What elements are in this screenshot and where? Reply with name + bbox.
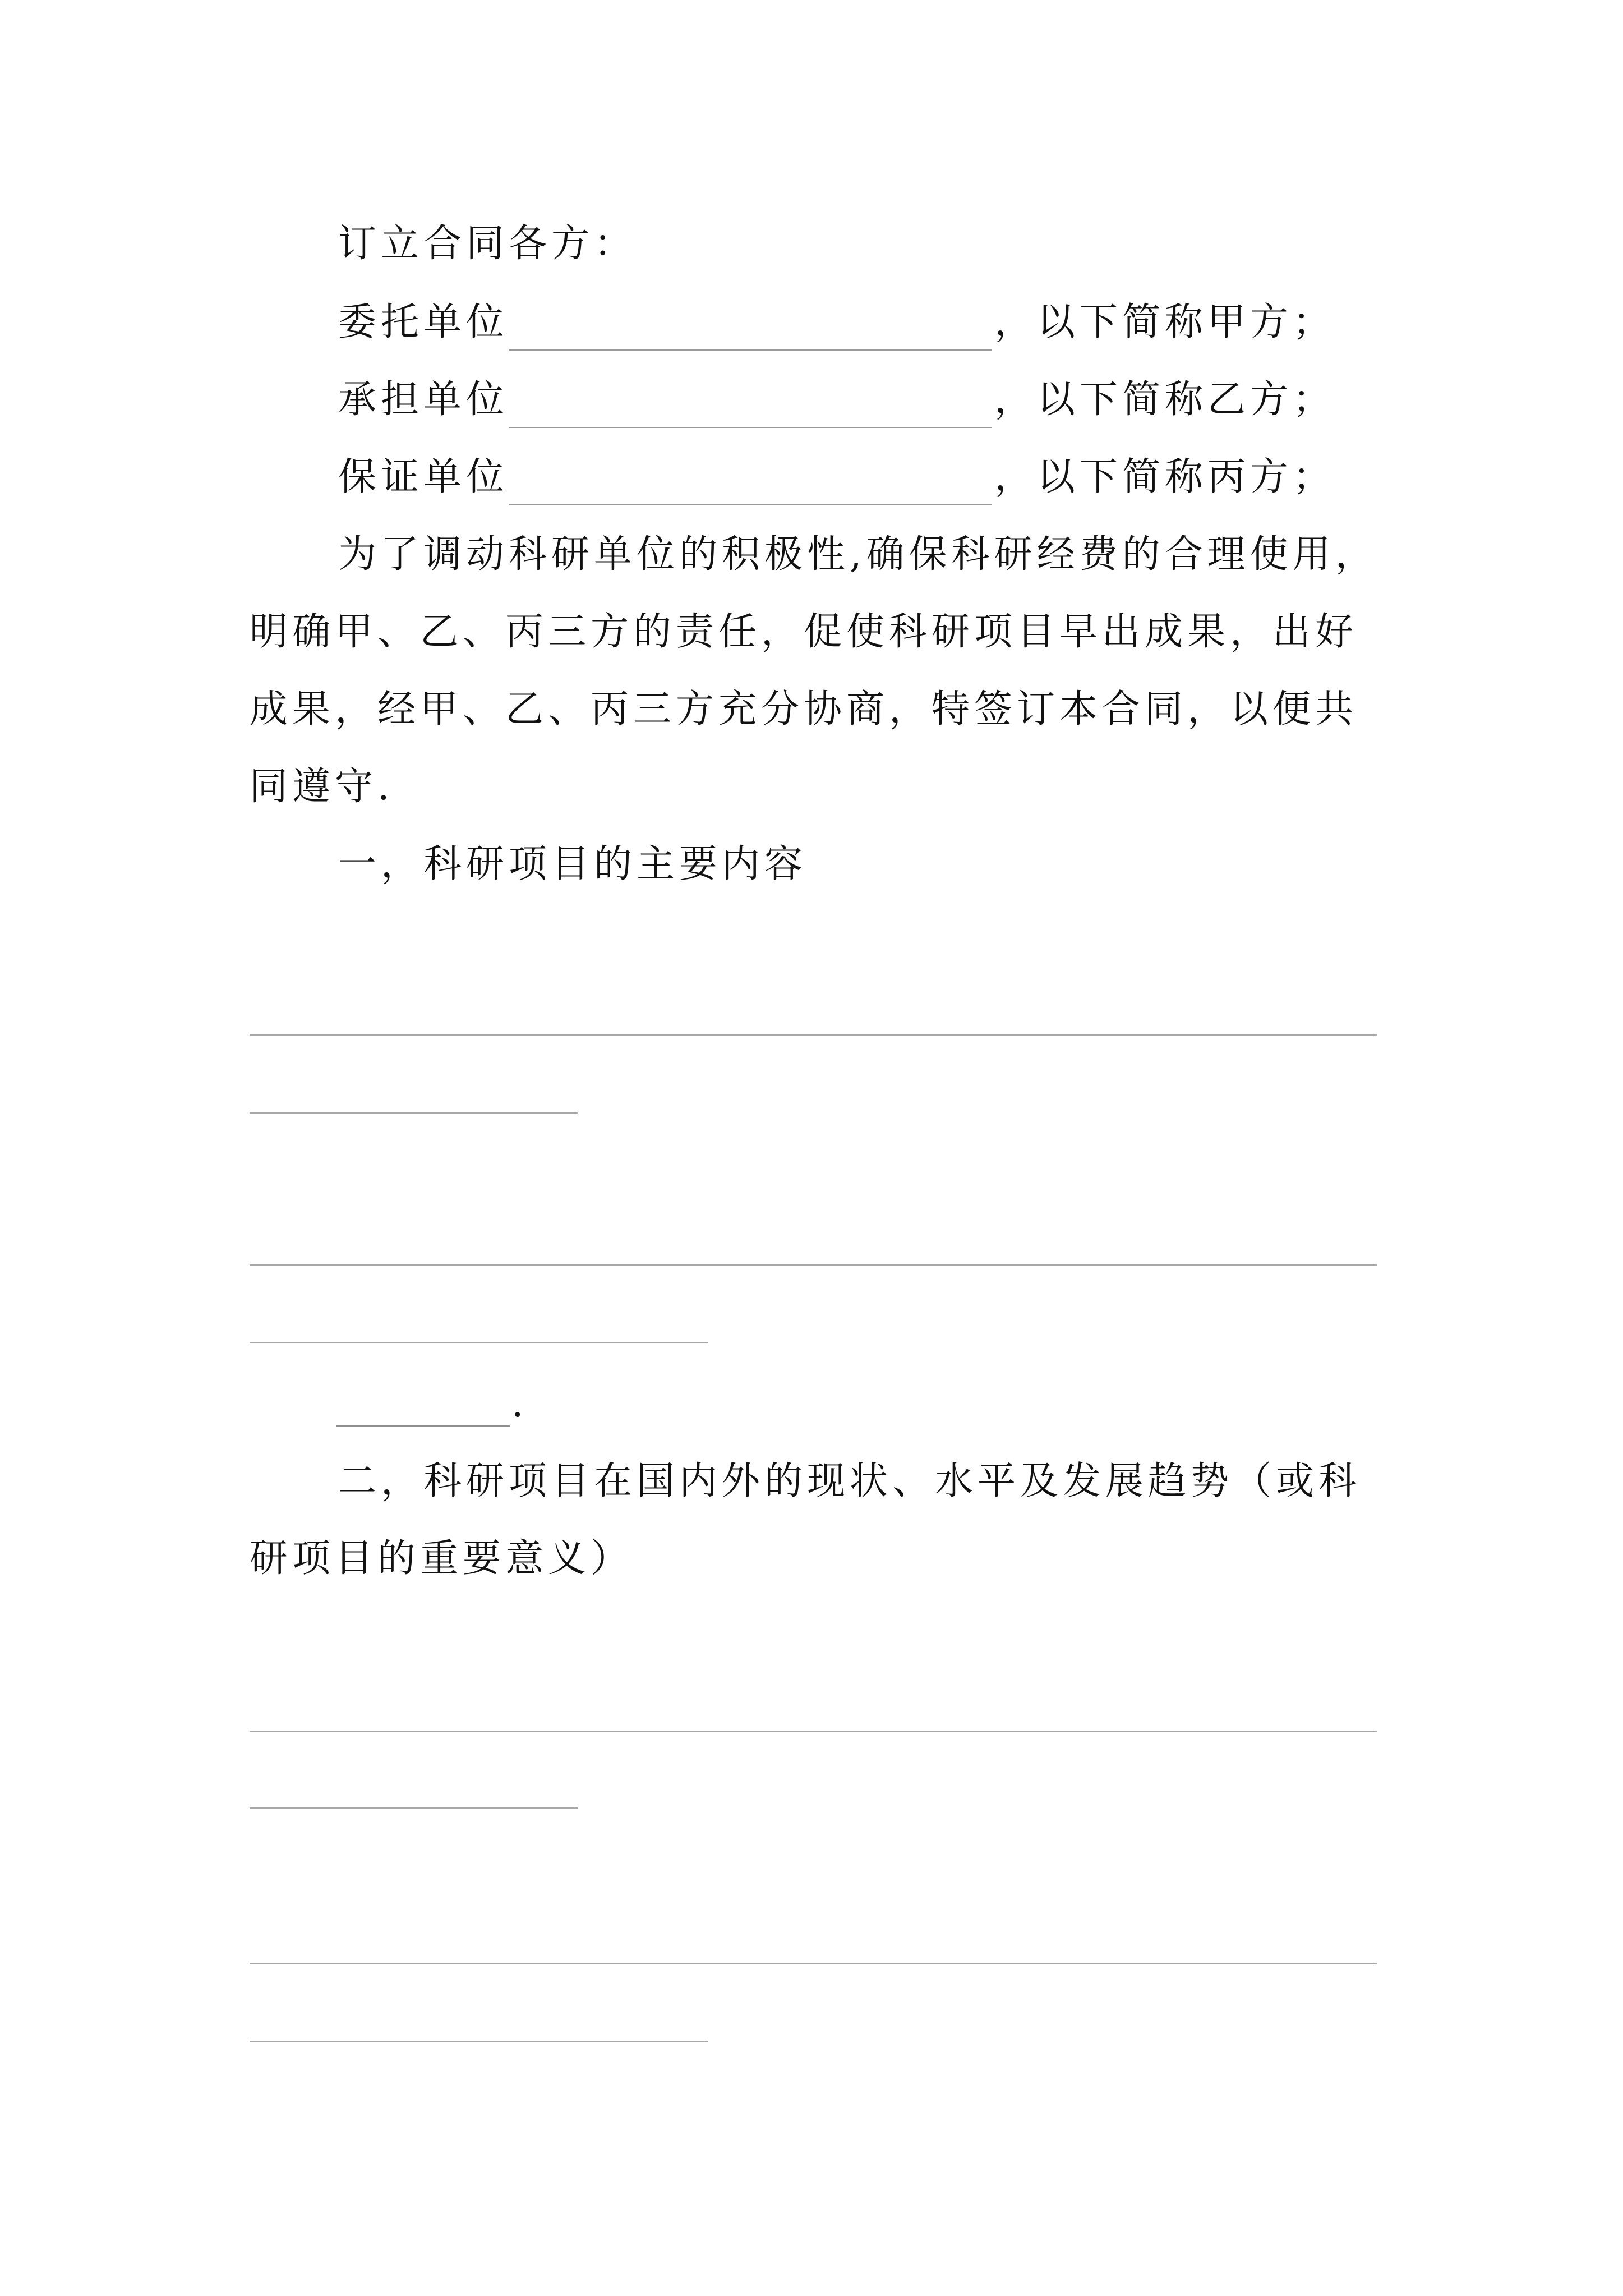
party-suffix: ，以下简称甲方； <box>994 300 1336 344</box>
party-line-client <box>338 295 1393 351</box>
client-name-blank[interactable] <box>509 295 992 351</box>
party-suffix: ，以下简称乙方； <box>994 378 1336 422</box>
fill-in-blank[interactable] <box>336 1382 510 1427</box>
party-suffix: ，以下简称丙方； <box>994 455 1336 499</box>
fill-in-line[interactable] <box>250 2041 708 2042</box>
fill-in-line[interactable] <box>250 1264 1377 1266</box>
section1-heading: 一，科研项目的主要内容 <box>338 842 808 886</box>
fill-in-line[interactable] <box>250 1112 578 1114</box>
guarantor-name-blank[interactable] <box>509 449 992 505</box>
party-label: 承担单位 <box>338 378 509 422</box>
contractor-name-blank[interactable] <box>509 372 992 428</box>
fill-in-line[interactable] <box>250 1807 578 1809</box>
fill-in-line[interactable] <box>250 1034 1377 1036</box>
intro-paragraph-line: 成果，经甲、乙、丙三方充分协商，特签订本合同，以便共 <box>250 687 1358 731</box>
party-label: 保证单位 <box>338 455 509 499</box>
party-line-contractor <box>338 372 1393 428</box>
party-line-guarantor <box>338 449 1393 505</box>
section2-heading-continued: 研项目的重要意义） <box>250 1536 634 1581</box>
intro-paragraph-line: 为了调动科研单位的积极性,确保科研经费的合理使用， <box>338 532 1378 577</box>
parties-heading: 订立合同各方： <box>338 222 637 266</box>
blank-period: . <box>511 1382 524 1426</box>
section2-heading: 二，科研项目在国内外的现状、水平及发展趋势（或科 <box>338 1459 1362 1503</box>
intro-paragraph-line: 同遵守. <box>250 765 394 809</box>
fill-in-line[interactable] <box>250 1342 708 1343</box>
intro-paragraph-line: 明确甲、乙、丙三方的责任，促使科研项目早出成果，出好 <box>250 610 1358 654</box>
fill-in-line[interactable] <box>250 1731 1377 1732</box>
fill-in-line[interactable] <box>250 1963 1377 1964</box>
party-label: 委托单位 <box>338 300 509 344</box>
